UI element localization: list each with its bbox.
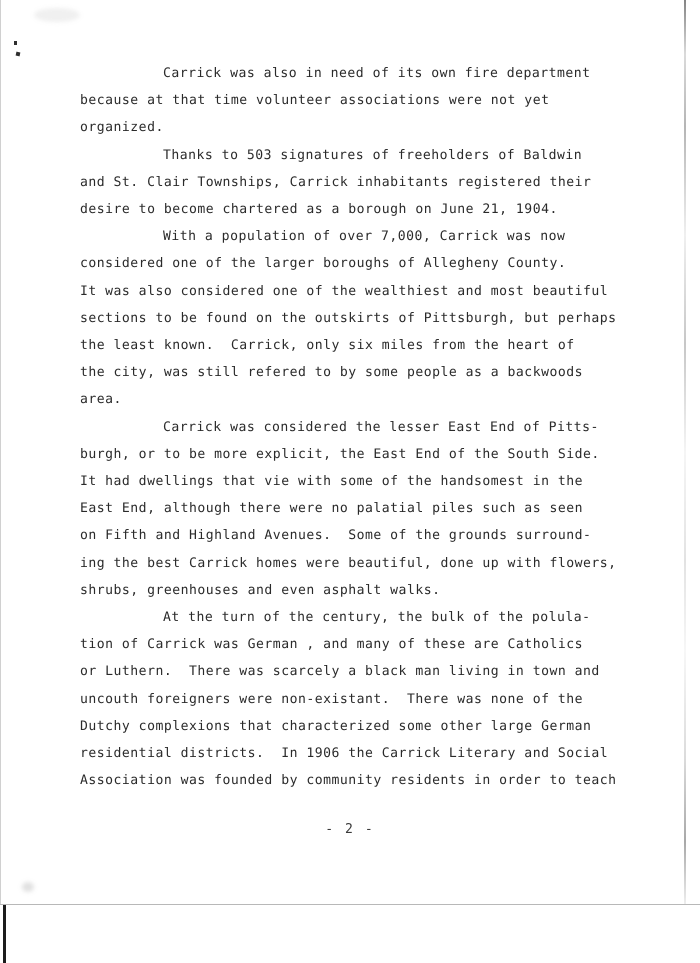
typescript-line: At the turn of the century, the bulk of the polula- [163, 610, 591, 626]
typescript-line: residential districts. In 1906 the Carrick Literary and Social [80, 746, 609, 762]
typescript-line: area. [80, 392, 122, 408]
typescript-line: Dutchy complexions that characterized some other large German [80, 718, 592, 734]
typescript-line: With a population of over 7,000, Carrick was now [163, 229, 566, 245]
typescript-line: Carrick was also in need of its own fire department [163, 66, 591, 81]
typescript-line: sections to be found on the outskirts of Pittsburgh, but perhaps [80, 310, 617, 326]
typescript-line: considered one of the larger boroughs of Allegheny County. [80, 256, 567, 272]
scan-smudge-bottom [22, 882, 34, 892]
scan-smudge-top [34, 8, 80, 22]
typescript-line: East End, although there were no palatial piles such as seen [80, 501, 583, 517]
typescript-line: or Luthern. There was scarcely a black man living in town and [80, 664, 600, 680]
typescript-body [80, 60, 640, 794]
typescript-line: burgh, or to be more explicit, the East End of the South Side. [80, 446, 600, 462]
typescript-line: tion of Carrick was German , and many of these are Catholics [80, 637, 583, 653]
typescript-line: Thanks to 503 signatures of freeholders of Baldwin [163, 147, 583, 163]
typescript-line: uncouth foreigners were non-existant. There was none of the [80, 691, 583, 707]
typescript-line: on Fifth and Highland Avenues. Some of the grounds surround- [80, 528, 592, 544]
typescript-line: It had dwellings that vie with some of the handsomest in the [80, 474, 583, 490]
typescript-line: organized. [80, 120, 164, 136]
scan-left-edge-line [0, 0, 1, 905]
scan-lower-left-edge-bar [3, 905, 6, 963]
typescript-line: desire to become chartered as a borough on June 21, 1904. [80, 202, 558, 218]
typescript-line: and St. Clair Townships, Carrick inhabitants registered their [80, 174, 592, 190]
typescript-line: Association was founded by community residents in order to teach [80, 773, 617, 789]
scan-bottom-edge-line [0, 904, 700, 905]
typescript-line: shrubs, greenhouses and even asphalt walks. [80, 582, 441, 598]
typescript-line: because at that time volunteer associations were not yet [80, 93, 550, 109]
typescript-line: the city, was still refered to by some people as a backwoods [80, 365, 583, 381]
typescript-line: Carrick was considered the lesser East End of Pitts- [163, 419, 599, 435]
scan-speck [14, 41, 17, 45]
page-number: - 2 - [325, 822, 375, 837]
scan-speck [16, 52, 21, 57]
typescript-line: ing the best Carrick homes were beautiful, done up with flowers, [80, 555, 617, 571]
typescript-line: the least known. Carrick, only six miles from the heart of [80, 338, 575, 354]
scan-right-edge-line [684, 0, 686, 905]
typescript-line: It was also considered one of the wealthiest and most beautiful [80, 283, 609, 299]
